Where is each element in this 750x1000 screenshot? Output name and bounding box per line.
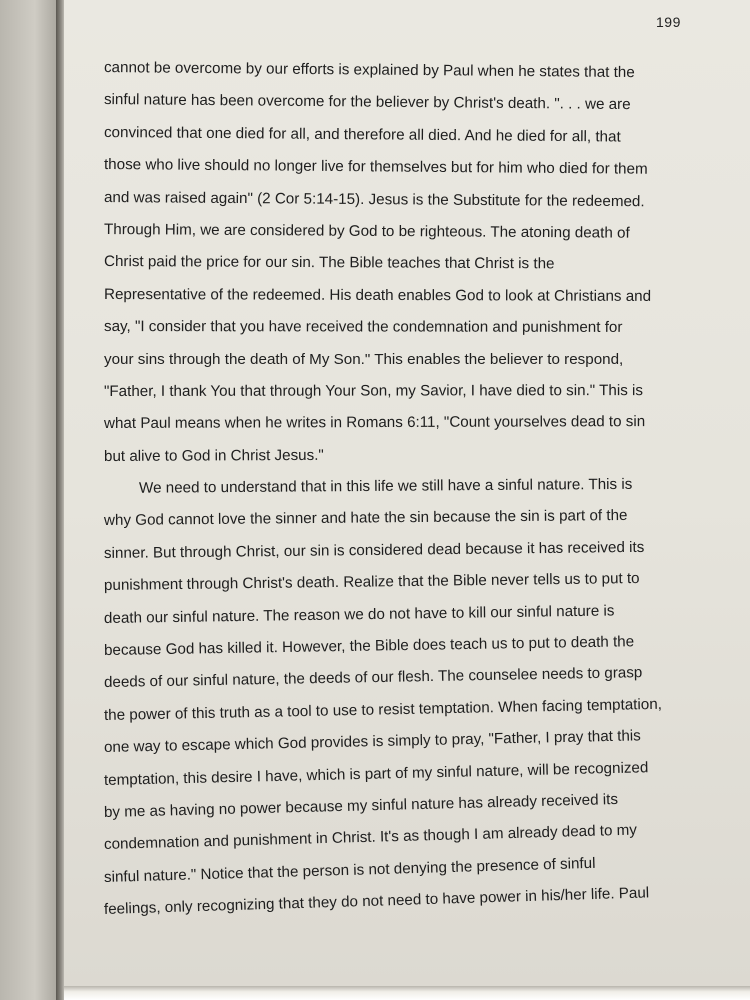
page-bottom-edge (64, 986, 750, 1000)
page-body-text (104, 52, 720, 927)
text-line: those who live should no longer live for themselves but for him who died for them (103, 156, 648, 178)
text-line: death our sinful nature. The reason we do not have to kill our sinful nature is (103, 602, 615, 627)
text-line: because God has killed it. However, the Bible does teach us to put to death the (103, 633, 635, 660)
text-line: sinful nature has been overcome for the believer by Christ's death. ". . . we are (103, 91, 631, 114)
text-line: Christ paid the price for our sin. The Bible teaches that Christ is the (103, 253, 555, 273)
page-number: 199 (656, 14, 681, 30)
text-line: and was raised again" (2 Cor 5:14-15). Jesus is the Substitute for the redeemed. (103, 188, 645, 210)
text-line: the power of this truth as a tool to use to resist temptation. When facing temptation, (103, 695, 663, 724)
text-line: "Father, I thank You that through Your Son, my Savior, I have died to sin." This is (103, 381, 644, 400)
left-page-edge (0, 0, 58, 1000)
text-line: deeds of our sinful nature, the deeds of our flesh. The counselee needs to grasp (103, 664, 643, 692)
text-line: but alive to God in Christ Jesus." (103, 446, 324, 465)
text-line: punishment through Christ's death. Realize that the Bible never tells us to put to (103, 570, 640, 595)
text-line: your sins through the death of My Son." This enables the believer to respond, (104, 350, 624, 368)
text-line: convinced that one died for all, and therefore all died. And he died for all, that (103, 123, 621, 146)
text-line: say, "I consider that you have received the condemnation and punishment for (103, 318, 623, 337)
text-line: cannot be overcome by our efforts is explained by Paul when he states that the (103, 59, 635, 82)
text-line: sinner. But through Christ, our sin is considered dead because it has received its (103, 538, 645, 562)
text-line: feelings, only recognizing that they do not need to have power in his/her life. Paul (103, 884, 650, 919)
text-line: Representative of the redeemed. His death enables God to look at Christians and (103, 285, 652, 305)
text-line: condemnation and punishment in Christ. It's as though I am already dead to my (103, 821, 638, 854)
paragraph-first-line: We need to understand that in this life we still have a sinful nature. This is (138, 475, 633, 497)
text-line: one way to escape which God provides is simply to pray, "Father, I pray that this (103, 727, 641, 757)
text-line: why God cannot love the sinner and hate the sin because the sin is part of the (103, 507, 628, 530)
text-line: sinful nature." Notice that the person is not denying the presence of sinful (103, 854, 596, 886)
book-page (64, 0, 750, 988)
text-line: Through Him, we are considered by God to be righteous. The atoning death of (103, 220, 630, 242)
text-line: temptation, this desire I have, which is part of my sinful nature, will be recognized (103, 758, 649, 789)
text-line: by me as having no power because my sinful nature has already received its (103, 790, 619, 821)
text-line: what Paul means when he writes in Romans 6:11, "Count yourselves dead to sin (103, 413, 646, 433)
